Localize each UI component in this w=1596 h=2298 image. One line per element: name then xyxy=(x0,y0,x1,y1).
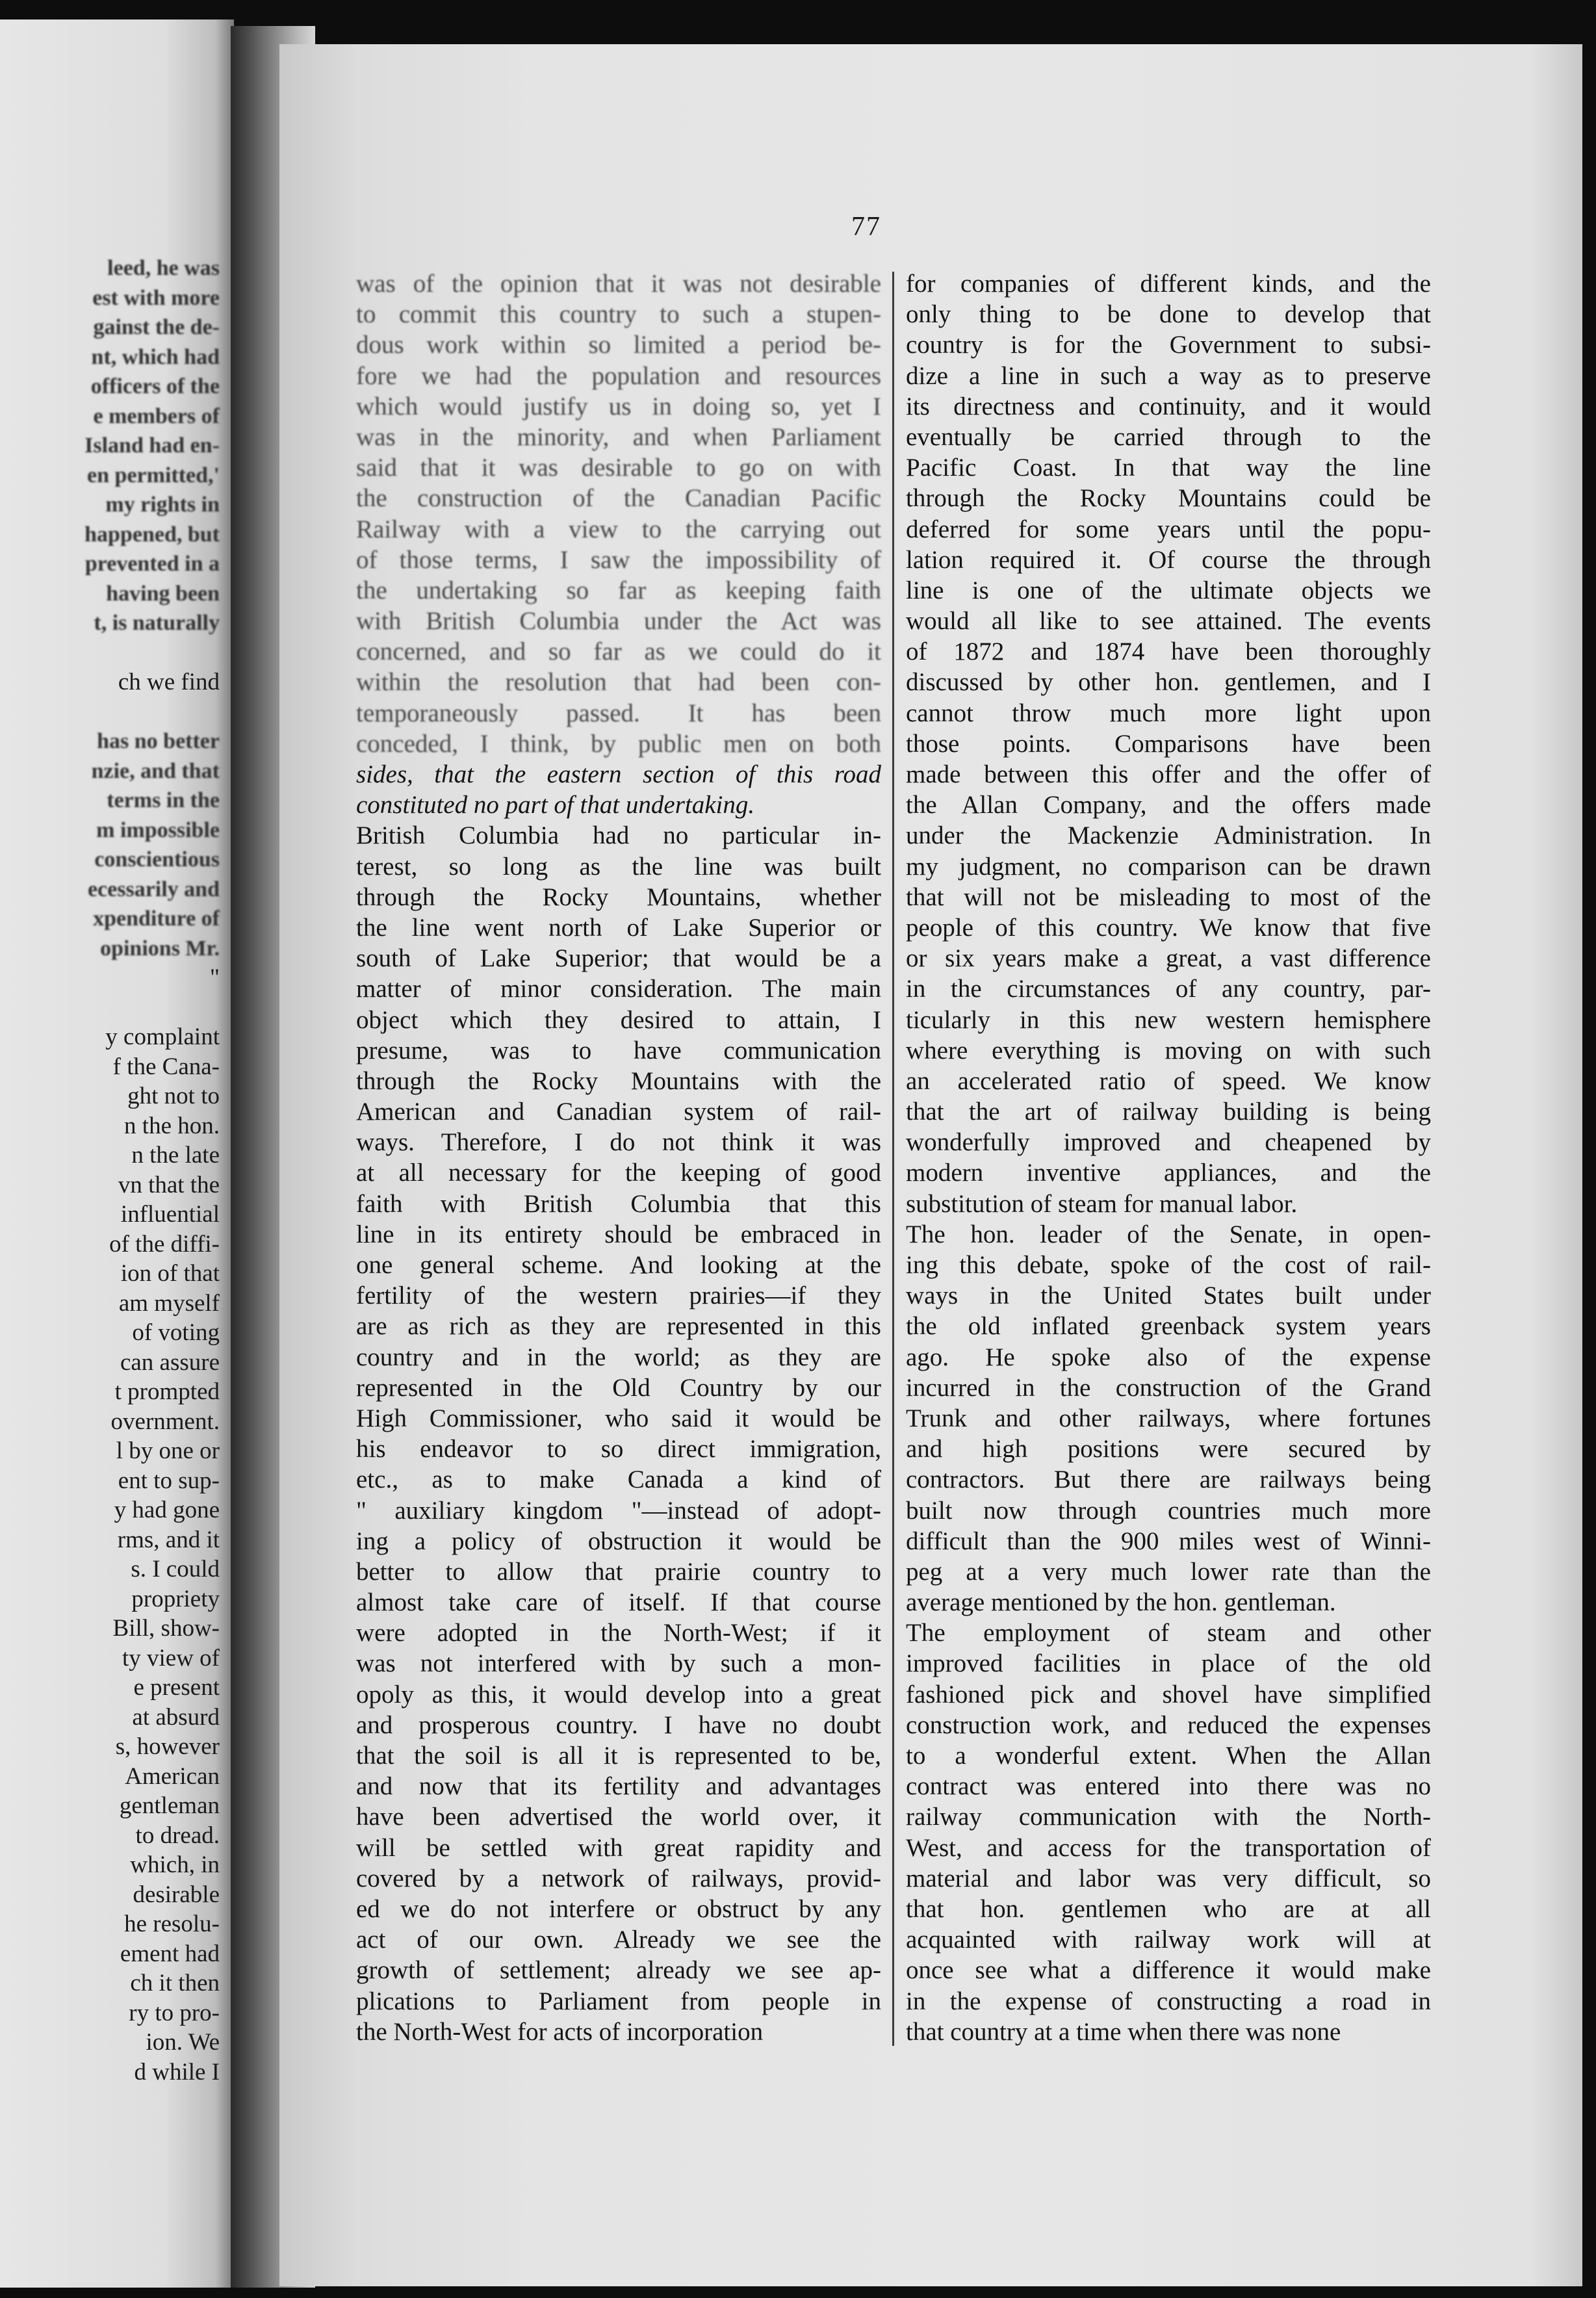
text-line: British Columbia had no particular in- xyxy=(356,821,881,850)
left-page-line: y had gone xyxy=(114,1497,220,1523)
left-page-line: to dread. xyxy=(135,1822,220,1849)
text-line: better to allow that prairie country to xyxy=(356,1557,881,1586)
text-line: constituted no part of that undertaking. xyxy=(356,791,755,820)
text-line: south of Lake Superior; that would be a xyxy=(356,944,881,973)
text-line: railway communication with the North- xyxy=(906,1803,1431,1831)
text-line: through the Rocky Mountains, whether xyxy=(356,883,881,911)
text-line: dize a line in such a way as to preserve xyxy=(906,361,1431,390)
text-line: at all necessary for the keeping of good xyxy=(356,1159,881,1187)
left-page-line: ch it then xyxy=(130,1970,220,1996)
left-page-line: my rights in xyxy=(105,493,220,517)
text-line: wonderfully improved and cheapened by xyxy=(906,1128,1431,1157)
text-line: contract was entered into there was no xyxy=(906,1772,1431,1801)
left-page-line: t, is naturally xyxy=(94,611,220,635)
text-line: covered by a network of railways, provid- xyxy=(356,1864,881,1892)
text-line: built now through countries much more xyxy=(906,1496,1431,1525)
text-line: contractors. But there are railways being xyxy=(906,1465,1431,1494)
text-line: substitution of steam for manual labor. xyxy=(906,1189,1298,1218)
text-line: through the Rocky Mountains with the xyxy=(356,1066,881,1095)
text-line: and now that its fertility and advantages xyxy=(356,1772,881,1801)
left-page-line: Island had en- xyxy=(84,433,220,458)
text-line: presume, was to have communication xyxy=(356,1036,881,1065)
text-line: Trunk and other railways, where fortunes xyxy=(906,1404,1431,1432)
text-line: those points. Comparisons have been xyxy=(906,729,1431,758)
text-line: made between this offer and the offer of xyxy=(906,760,1431,788)
text-line: his endeavor to so direct immigration, xyxy=(356,1435,881,1464)
text-line: plications to Parliament from people in xyxy=(356,1987,881,2015)
text-line: terest, so long as the line was built xyxy=(356,852,881,881)
left-page-line: m impossible xyxy=(96,818,220,842)
left-page-line: ch we find xyxy=(118,669,220,695)
left-page-line: xpenditure of xyxy=(93,907,220,931)
text-line: line in its entirety should be embraced in xyxy=(356,1220,881,1248)
text-line: that hon. gentlemen who are at all xyxy=(906,1894,1431,1923)
text-line: Railway with a view to the carrying out xyxy=(356,515,881,543)
text-line: and prosperous country. I have no doubt xyxy=(356,1711,881,1739)
text-line: have been advertised the world over, it xyxy=(356,1803,881,1831)
text-line: faith with British Columbia that this xyxy=(356,1189,881,1218)
text-line: almost take care of itself. If that course xyxy=(356,1588,881,1617)
text-line: eventually be carried through to the xyxy=(906,422,1431,451)
left-page-line: ry to pro- xyxy=(129,1999,220,2026)
text-line: to a wonderful extent. When the Allan xyxy=(906,1742,1431,1770)
text-line: my judgment, no comparison can be drawn xyxy=(906,852,1431,881)
text-line: deferred for some years until the popu- xyxy=(906,515,1431,543)
text-line: would all like to see attained. The events xyxy=(906,607,1431,636)
left-page-line: rms, and it xyxy=(117,1526,220,1553)
text-line: said that it was desirable to go on with xyxy=(356,454,881,482)
left-page-line: of the diffi- xyxy=(109,1230,220,1258)
text-line: once see what a difference it would make xyxy=(906,1956,1431,1985)
left-page-line: American xyxy=(125,1762,220,1790)
text-line: that the soil is all it is represented to be, xyxy=(356,1742,881,1770)
left-page-line: s. I could xyxy=(131,1556,220,1582)
left-page-line: " xyxy=(209,964,220,991)
text-line: acquainted with railway work will at xyxy=(906,1926,1431,1954)
text-line: average mentioned by the hon. gentleman. xyxy=(906,1588,1336,1617)
left-page-line: can assure xyxy=(120,1349,220,1376)
text-line: construction work, and reduced the expenses xyxy=(906,1711,1431,1739)
text-line: for companies of different kinds, and the xyxy=(906,270,1431,298)
text-line: only thing to be done to develop that xyxy=(906,300,1431,329)
text-line: will be settled with great rapidity and xyxy=(356,1833,881,1862)
left-page-line: prevented in a xyxy=(84,552,220,576)
text-line: are as rich as they are represented in this xyxy=(356,1312,881,1341)
left-page-line: nt, which had xyxy=(91,344,220,369)
text-line: under the Mackenzie Administration. In xyxy=(906,821,1431,850)
text-line: High Commissioner, who said it would be xyxy=(356,1404,881,1432)
text-line: people of this country. We know that five xyxy=(906,913,1431,942)
text-line: improved facilities in place of the old xyxy=(906,1649,1431,1678)
left-page-line: propriety xyxy=(131,1585,220,1612)
text-line: was not interfered with by such a mon- xyxy=(356,1649,881,1678)
text-line: fashioned pick and shovel have simplified xyxy=(906,1680,1431,1709)
text-line: difficult than the 900 miles west of Winni- xyxy=(906,1527,1431,1555)
text-line: American and Canadian system of rail- xyxy=(356,1098,881,1126)
left-page-line: influential xyxy=(120,1201,220,1228)
left-page-line: ement had xyxy=(120,1940,220,1967)
left-page-line: en permitted,' xyxy=(87,463,220,487)
page-number: 77 xyxy=(851,212,881,242)
left-page-line: ght not to xyxy=(127,1083,220,1109)
text-line: cannot throw much more light upon xyxy=(906,699,1431,727)
left-page-line: y complaint xyxy=(105,1024,220,1050)
left-page-line: gainst the de- xyxy=(93,315,220,339)
text-line: or six years make a great, a vast difference xyxy=(906,944,1431,973)
left-page-line: overnment. xyxy=(110,1408,220,1435)
text-line: represented in the Old Country by our xyxy=(356,1373,881,1402)
left-page-line: t prompted xyxy=(114,1378,220,1405)
left-page-line: which, in xyxy=(130,1852,220,1878)
left-page-line: at absurd xyxy=(132,1703,220,1731)
text-line: modern inventive appliances, and the xyxy=(906,1159,1431,1187)
left-page-line: nzie, and that xyxy=(91,758,220,783)
left-page-line: n the late xyxy=(131,1142,220,1168)
text-line: the undertaking so far as keeping faith xyxy=(356,576,881,604)
left-page-fragment xyxy=(0,19,234,2288)
text-line: to commit this country to such a stupen- xyxy=(356,300,881,329)
text-line: matter of minor consideration. The main xyxy=(356,975,881,1003)
left-page-line: of voting xyxy=(132,1319,220,1346)
left-page-line: happened, but xyxy=(84,522,220,547)
text-line: growth of settlement; already we see ap- xyxy=(356,1956,881,1985)
text-line: that the art of railway building is being xyxy=(906,1098,1431,1126)
left-page-line: Bill, show- xyxy=(112,1615,220,1642)
text-line: in the expense of constructing a road in xyxy=(906,1987,1431,2015)
text-line: and high positions were secured by xyxy=(906,1435,1431,1464)
text-line: discussed by other hon. gentlemen, and I xyxy=(906,668,1431,697)
text-line: in the circumstances of any country, par- xyxy=(906,975,1431,1003)
text-line: the North-West for acts of incorporation xyxy=(356,2017,764,2046)
scan-border xyxy=(1582,39,1596,2298)
text-line: ing this debate, spoke of the cost of rail- xyxy=(906,1251,1431,1279)
text-line: temporaneously passed. It has been xyxy=(356,699,881,727)
text-line: the old inflated greenback system years xyxy=(906,1312,1431,1341)
left-page-line: n the hon. xyxy=(124,1112,220,1139)
column-divider xyxy=(892,272,894,2046)
left-page-line: ion of that xyxy=(120,1260,220,1287)
left-page-line: having been xyxy=(106,581,220,606)
text-line: ing a policy of obstruction it would be xyxy=(356,1527,881,1555)
text-line: of 1872 and 1874 have been thoroughly xyxy=(906,638,1431,666)
left-page-line: ecessarily and xyxy=(87,877,220,901)
text-line: material and labor was very difficult, so xyxy=(906,1864,1431,1892)
text-line: ways in the United States built under xyxy=(906,1282,1431,1310)
text-line: sides, that the eastern section of this road xyxy=(356,760,881,788)
text-line: the Allan Company, and the offers made xyxy=(906,791,1431,820)
left-page-line: terms in the xyxy=(107,788,220,812)
text-line: were adopted in the North-West; if it xyxy=(356,1619,881,1647)
text-line: that country at a time when there was none xyxy=(906,2017,1341,2046)
left-page-line: l by one or xyxy=(116,1438,220,1464)
text-line: The hon. leader of the Senate, in open- xyxy=(906,1220,1431,1248)
left-page-line: he resolu- xyxy=(124,1911,220,1937)
text-line: etc., as to make Canada a kind of xyxy=(356,1465,881,1494)
text-line: The employment of steam and other xyxy=(906,1619,1431,1647)
left-page-line: est with more xyxy=(92,285,220,310)
left-page-line: gentleman xyxy=(119,1792,220,1819)
left-page-line: d while I xyxy=(134,2058,220,2085)
text-line: opoly as this, it would develop into a great xyxy=(356,1680,881,1709)
text-line: act of our own. Already we see the xyxy=(356,1926,881,1954)
left-page-line: e present xyxy=(133,1674,220,1701)
text-line: dous work within so limited a period be- xyxy=(356,331,881,359)
left-page-line: leed, he was xyxy=(107,256,220,280)
text-line: an accelerated ratio of speed. We know xyxy=(906,1066,1431,1095)
left-page-line: conscientious xyxy=(94,847,220,871)
text-line: within the resolution that had been con- xyxy=(356,668,881,697)
text-line: ways. Therefore, I do not think it was xyxy=(356,1128,881,1157)
text-line: was in the minority, and when Parliament xyxy=(356,422,881,451)
left-page-line: desirable xyxy=(133,1881,220,1908)
text-line: incurred in the construction of the Grand xyxy=(906,1373,1431,1402)
text-line: ed we do not interfere or obstruct by any xyxy=(356,1894,881,1923)
left-page-line: ty view of xyxy=(122,1644,220,1672)
text-line: the construction of the Canadian Pacific xyxy=(356,484,881,513)
text-line: concerned, and so far as we could do it xyxy=(356,638,881,666)
text-line: peg at a very much lower rate than the xyxy=(906,1557,1431,1586)
text-line: was of the opinion that it was not desirable xyxy=(356,270,881,298)
left-page-line: ion. We xyxy=(146,2029,220,2056)
text-line: country is for the Government to subsi- xyxy=(906,331,1431,359)
text-column-left xyxy=(356,268,881,2047)
text-line: line is one of the ultimate objects we xyxy=(906,576,1431,604)
text-line: one general scheme. And looking at the xyxy=(356,1251,881,1279)
left-page-line: opinions Mr. xyxy=(100,936,220,961)
text-line: its directness and continuity, and it would xyxy=(906,392,1431,420)
text-line: with British Columbia under the Act was xyxy=(356,607,881,636)
text-line: that will not be misleading to most of the xyxy=(906,883,1431,911)
left-page-line: am myself xyxy=(118,1289,220,1317)
text-line: object which they desired to attain, I xyxy=(356,1005,881,1034)
text-line: ticularly in this new western hemisphere xyxy=(906,1005,1431,1034)
text-line: West, and access for the transportation of xyxy=(906,1833,1431,1862)
left-page-line: has no better xyxy=(97,729,220,753)
text-line: fore we had the population and resources xyxy=(356,361,881,390)
left-page-line: officers of the xyxy=(90,374,220,398)
left-page-line: s, however xyxy=(115,1733,220,1760)
left-page-line: vn that the xyxy=(118,1171,220,1198)
text-line: the line went north of Lake Superior or xyxy=(356,913,881,942)
text-line: fertility of the western prairies—if they xyxy=(356,1282,881,1310)
text-line: country and in the world; as they are xyxy=(356,1343,881,1371)
text-line: through the Rocky Mountains could be xyxy=(906,484,1431,513)
text-line: " auxiliary kingdom "—instead of adopt- xyxy=(356,1496,881,1525)
text-line: lation required it. Of course the through xyxy=(906,545,1431,574)
left-page-line: e members of xyxy=(93,404,220,428)
text-line: Pacific Coast. In that way the line xyxy=(906,454,1431,482)
text-line: where everything is moving on with such xyxy=(906,1036,1431,1065)
text-column-right xyxy=(906,268,1431,2047)
left-page-line: ent to sup- xyxy=(118,1467,220,1494)
text-line: of those terms, I saw the impossibility of xyxy=(356,545,881,574)
text-line: which would justify us in doing so, yet I xyxy=(356,392,881,420)
text-line: conceded, I think, by public men on both xyxy=(356,729,881,758)
text-line: ago. He spoke also of the expense xyxy=(906,1343,1431,1371)
left-page-line: f the Cana- xyxy=(112,1053,220,1080)
